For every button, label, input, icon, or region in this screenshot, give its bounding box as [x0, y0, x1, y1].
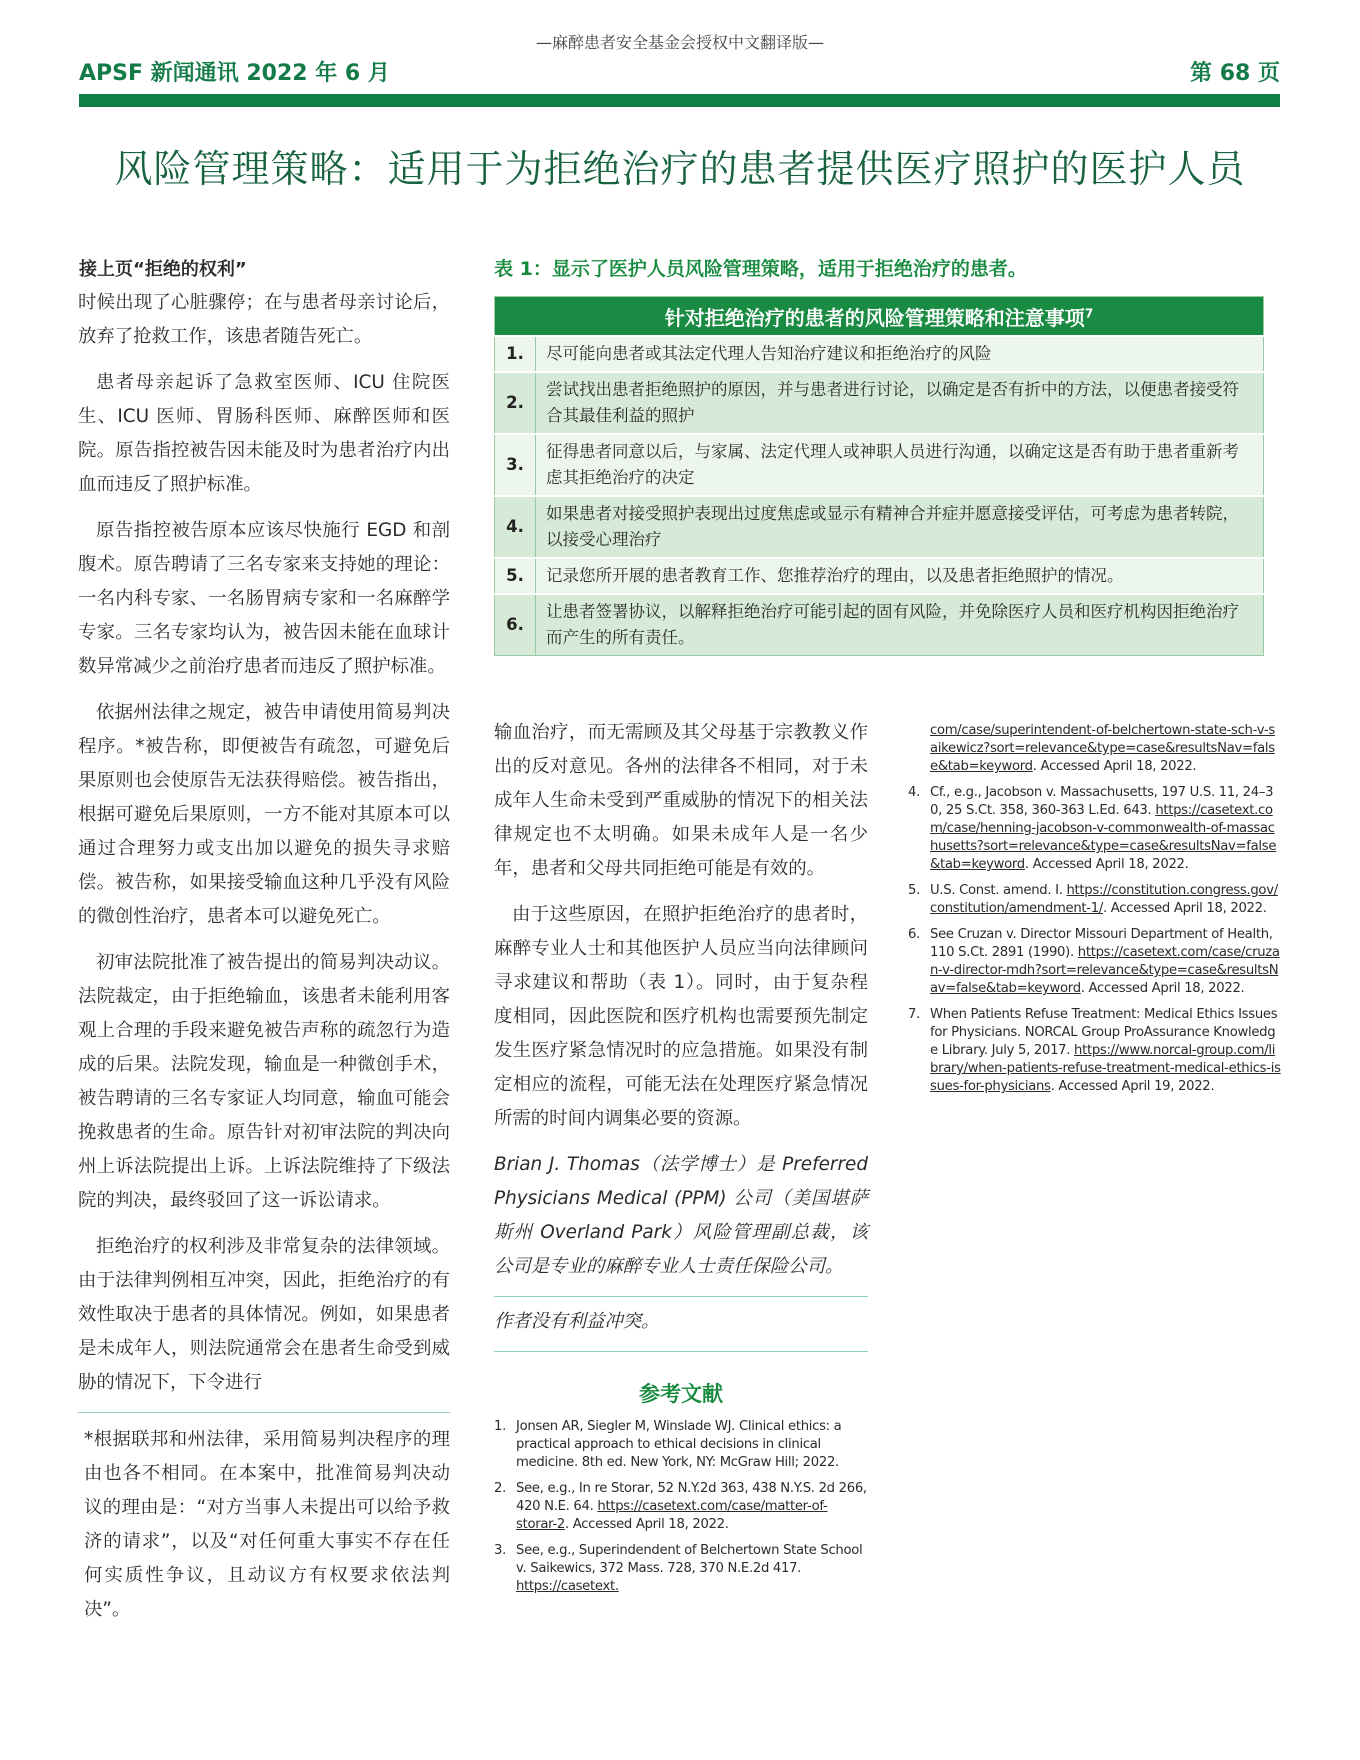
reference-item: [494, 1542, 868, 1596]
page-number: 第 68 页: [1190, 61, 1280, 86]
reference-list: [494, 1418, 868, 1596]
table-row: [495, 558, 1264, 594]
reference-list: [908, 722, 1282, 1096]
reference-item: [908, 882, 1282, 918]
reference-item: [908, 1006, 1282, 1096]
reference-text: See Cruzan v. Director Missouri Department of Health, 110 S.Ct. 2891 (1990).: [930, 927, 1273, 960]
row-text: 征得患者同意以后，与家属、法定代理人或神职人员进行沟通，以确定这是否有助于患者重新考虑其拒绝治疗的决定: [536, 434, 1264, 496]
reference-item: [908, 784, 1282, 874]
references-heading: 参考文献: [639, 1382, 723, 1406]
author-bio: Brian J. Thomas（法学博士）是 Preferred Physicians Medical (PPM) 公司（美国堪萨斯州 Overland Park）风险管理副总裁，该公司是专业的麻醉专业人士责任保险公司。: [494, 1154, 868, 1277]
row-text: 让患者签署协议，以解释拒绝治疗可能引起的固有风险，并免除医疗人员和医疗机构因拒绝治疗而产生的所有责任。: [536, 594, 1264, 656]
newsletter-issue: APSF 新闻通讯 2022 年 6 月: [79, 61, 390, 86]
row-number: 3.: [495, 434, 536, 496]
reference-accessed: . Accessed April 18, 2022.: [1102, 901, 1267, 916]
table-row: [495, 594, 1264, 656]
reference-link[interactable]: https://casetext.: [516, 1579, 619, 1594]
section-divider: [494, 1296, 868, 1297]
table-row: [495, 372, 1264, 434]
reference-text: U.S. Const. amend. I.: [930, 883, 1067, 898]
reference-number: 5.: [908, 883, 920, 898]
translation-note: —麻醉患者安全基金会授权中文翻译版—: [535, 33, 824, 52]
continued-label: 接上页“拒绝的权利”: [79, 259, 247, 280]
row-text: 尝试找出患者拒绝照护的原因，并与患者进行讨论，以确定是否有折中的方法，以便患者接受符合其最佳利益的照护: [536, 372, 1264, 434]
footnote: *根据联邦和州法律，采用简易判决程序的理由也各不相同。在本案中，批准简易判决动议的理由是：“对方当事人未提出可以给予救济的请求”，以及“对任何重大事实不存在任何实质性争议，且动议方有权要求依法判决”。: [84, 1429, 450, 1620]
reference-item: [494, 1418, 868, 1472]
conflict-of-interest: 作者没有利益冲突。: [494, 1311, 660, 1332]
table-row: [495, 434, 1264, 496]
right-column: [908, 722, 1282, 1104]
reference-text: Cf., e.g., Jacobson v. Massachusetts, 197 U.S. 11, 24–30, 25 S.Ct. 358, 360-363 L.Ed. 643.: [930, 785, 1274, 818]
reference-text: When Patients Refuse Treatment: Medical Ethics Issues for Physicians. NORCAL Group ProAssurance Knowledge Library. July 5, 2017.: [930, 1007, 1278, 1058]
reference-number: 3.: [494, 1543, 506, 1558]
row-number: 6.: [495, 594, 536, 656]
reference-link[interactable]: com/case/superintendent-of-belchertown-state-sch-v-saikewicz?sort=relevance&type=case&resultsNav=false&tab=keyword: [930, 723, 1275, 774]
reference-number: 4.: [908, 785, 920, 800]
body-paragraph: 依据州法律之规定，被告申请使用简易判决程序。*被告称，即便被告有疏忽，可避免后果原则也会使原告无法获得赔偿。被告指出，根据可避免后果原则，一方不能对其原本可以通过合理努力或支出加以避免的损失寻求赔偿。被告称，如果接受输血这种几乎没有风险的微创性治疗，患者本可以避免死亡。: [78, 702, 450, 927]
table-row: [495, 496, 1264, 558]
reference-item: [908, 926, 1282, 998]
reference-link[interactable]: https://casetext.com/case/matter-of-storar-2: [516, 1499, 828, 1532]
page-title: 风险管理策略：适用于为拒绝治疗的患者提供医疗照护的医护人员: [114, 147, 1246, 191]
risk-strategy-table: [494, 296, 1264, 656]
middle-column: [494, 716, 868, 1604]
reference-accessed: . Accessed April 18, 2022.: [1032, 759, 1197, 774]
body-paragraph: 由于这些原因，在照护拒绝治疗的患者时，麻醉专业人士和其他医护人员应当向法律顾问寻求建议和帮助（表 1）。同时，由于复杂程度相同，因此医院和医疗机构也需要预先制定发生医疗紧急情况时的应急措施。如果没有制定相应的流程，可能无法在处理医疗紧急情况所需的时间内调集必要的资源。: [494, 904, 868, 1129]
row-number: 1.: [495, 336, 536, 372]
row-number: 4.: [495, 496, 536, 558]
reference-number: 6.: [908, 927, 920, 942]
left-column: [78, 256, 450, 1639]
row-number: 5.: [495, 558, 536, 594]
body-paragraph: 输血治疗，而无需顾及其父母基于宗教教义作出的反对意见。各州的法律各不相同，对于未成年人生命未受到严重威胁的情况下的相关法律规定也不太明确。如果未成年人是一名少年，患者和父母共同拒绝可能是有效的。: [494, 722, 868, 879]
reference-number: 2.: [494, 1481, 506, 1496]
reference-link[interactable]: https://casetext.com/case/henning-jacobson-v-commonwealth-of-massachusetts?sort=relevance&type=case&resultsNav=false&tab=keyword: [930, 803, 1277, 872]
reference-text: Jonsen AR, Siegler M, Winslade WJ. Clinical ethics: a practical approach to ethical decisions in clinical medicine. 8th ed. New York, NY: McGraw Hill; 2022.: [516, 1419, 842, 1470]
reference-text: See, e.g., Superindendent of Belchertown State School v. Saikewics, 372 Mass. 728, 370 N.E.2d 417.: [516, 1543, 863, 1576]
reference-accessed: . Accessed April 18, 2022.: [1024, 857, 1189, 872]
body-paragraph: 原告指控被告原本应该尽快施行 EGD 和剖腹术。原告聘请了三名专家来支持她的理论：一名内科专家、一名肠胃病专家和一名麻醉学专家。三名专家均认为，被告因未能在血球计数异常减少之前治疗患者而违反了照护标准。: [78, 520, 450, 677]
reference-link[interactable]: https://constitution.congress.gov/constitution/amendment-1/: [930, 883, 1278, 916]
footnote-divider: [78, 1412, 450, 1413]
reference-item-continued: [908, 722, 1282, 776]
row-text: 记录您所开展的患者教育工作、您推荐治疗的理由，以及患者拒绝照护的情况。: [536, 558, 1264, 594]
reference-text: See, e.g., In re Storar, 52 N.Y.2d 363, 438 N.Y.S. 2d 266, 420 N.E. 64.: [516, 1481, 867, 1514]
table-caption: 表 1：显示了医护人员风险管理策略，适用于拒绝治疗的患者。: [494, 258, 1027, 280]
reference-number: 1.: [494, 1419, 506, 1434]
reference-item: [494, 1480, 868, 1534]
reference-link[interactable]: https://www.norcal-group.com/library/when-patients-refuse-treatment-medical-ethics-issues-for-physicians: [930, 1043, 1281, 1094]
body-paragraph: 患者母亲起诉了急救室医师、ICU 住院医生、ICU 医师、胃肠科医师、麻醉医师和医院。原告指控被告因未能及时为患者治疗内出血而违反了照护标准。: [78, 372, 450, 495]
reference-number: 7.: [908, 1007, 920, 1022]
table-header: 针对拒绝治疗的患者的风险管理策略和注意事项$^7$: [495, 297, 1264, 337]
header-rule: [79, 94, 1280, 107]
body-paragraph: 拒绝治疗的权利涉及非常复杂的法律领域。由于法律判例相互冲突，因此，拒绝治疗的有效性取决于患者的具体情况。例如，如果患者是未成年人，则法院通常会在患者生命受到威胁的情况下，下令进行: [78, 1236, 450, 1393]
reference-accessed: . Accessed April 18, 2022.: [1080, 981, 1245, 996]
reference-accessed: . Accessed April 18, 2022.: [564, 1517, 729, 1532]
row-text: 尽可能向患者或其法定代理人告知治疗建议和拒绝治疗的风险: [536, 336, 1264, 372]
section-divider: [494, 1351, 868, 1352]
body-paragraph: 初审法院批准了被告提出的简易判决动议。法院裁定，由于拒绝输血，该患者未能利用客观上合理的手段来避免被告声称的疏忽行为造成的后果。法院发现，输血是一种微创手术，被告聘请的三名专家证人均同意，输血可能会挽救患者的生命。原告针对初审法院的判决向州上诉法院提出上诉。上诉法院维持了下级法院的判决，最终驳回了这一诉讼请求。: [78, 952, 450, 1211]
row-number: 2.: [495, 372, 536, 434]
reference-link[interactable]: https://casetext.com/case/cruzan-v-director-mdh?sort=relevance&type=case&resultsNav=false&tab=keyword: [930, 945, 1280, 996]
reference-accessed: . Accessed April 19, 2022.: [1050, 1079, 1215, 1094]
body-paragraph: 时候出现了心脏骤停；在与患者母亲讨论后，放弃了抢救工作，该患者随告死亡。: [78, 292, 450, 347]
table-row: [495, 336, 1264, 372]
row-text: 如果患者对接受照护表现出过度焦虑或显示有精神合并症并愿意接受评估，可考虑为患者转院，以接受心理治疗: [536, 496, 1264, 558]
